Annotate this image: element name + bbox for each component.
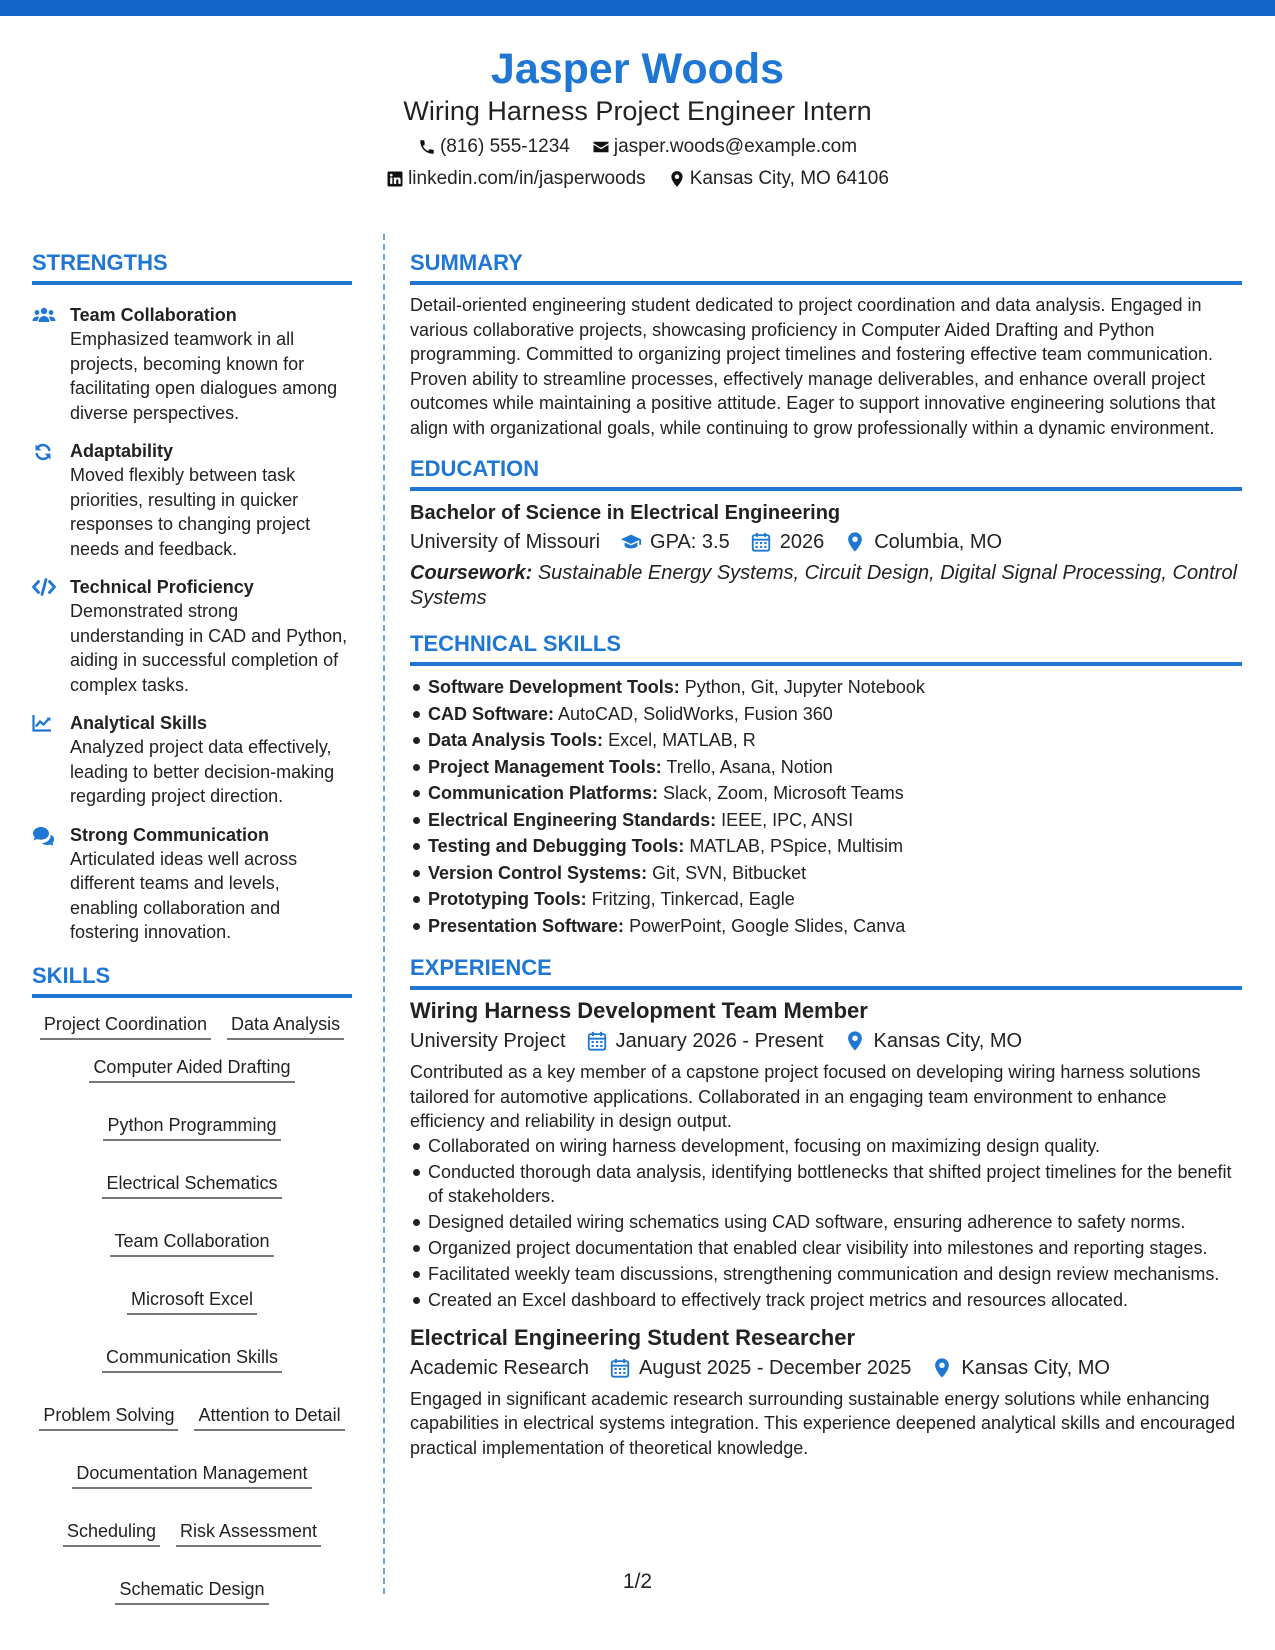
email-text[interactable]: jasper.woods@example.com	[613, 136, 858, 157]
contact-phone	[418, 132, 570, 162]
job-location: Kansas City, MO	[873, 1030, 1023, 1052]
phone-icon	[418, 138, 436, 156]
candidate-name: Jasper Woods	[490, 45, 785, 93]
job-location: Kansas City, MO	[961, 1356, 1110, 1379]
list-item: CAD Software: AutoCAD, SolidWorks, Fusion 360	[410, 701, 1242, 728]
map-pin-icon	[844, 1030, 866, 1052]
list-item: Conducted thorough data analysis, identifying bottlenecks that shifted project timelines for the benefit of stakeholders.	[410, 1160, 1242, 1209]
comments-icon	[32, 826, 56, 846]
skill-tag: Communication Skills	[102, 1345, 282, 1373]
linkedin-icon	[386, 170, 404, 188]
skill-tag: Team Collaboration	[110, 1229, 273, 1257]
skill-tag: Problem Solving	[39, 1403, 178, 1431]
experience-entry	[410, 1323, 1242, 1461]
job-description: Contributed as a key member of a capstone project focused on developing wiring harness solutions tailored for automotive applications. Collaborated in an engaging team environment to enhance efficiency and reliability in design output.	[410, 1062, 1201, 1131]
strength-desc: Moved flexibly between task priorities, resulting in quicker responses to changing project needs and feedback.	[70, 465, 311, 559]
job-bullets	[410, 1134, 1242, 1313]
coursework-text: Sustainable Energy Systems, Circuit Design, Digital Signal Processing, Control Systems	[410, 562, 1238, 609]
education-degree: Bachelor of Science in Electrical Engineering	[410, 502, 841, 524]
strength-title: Team Collaboration	[70, 305, 237, 325]
top-accent-bar	[0, 0, 1275, 16]
strength-item	[32, 823, 352, 945]
candidate-title: Wiring Harness Project Engineer Intern	[403, 96, 872, 126]
technical-skills-heading: TECHNICAL SKILLS	[410, 629, 1242, 666]
skill-tag: Data Analysis	[227, 1012, 344, 1040]
strength-item	[32, 439, 352, 561]
job-meta	[410, 1353, 1242, 1383]
coursework-label: Coursework:	[410, 562, 533, 584]
list-item: Designed detailed wiring schematics using CAD software, ensuring adherence to safety norms.	[410, 1210, 1242, 1235]
map-pin-icon	[931, 1357, 953, 1379]
list-item: Facilitated weekly team discussions, strengthening communication and design review mechanisms.	[410, 1262, 1242, 1287]
summary-text: Detail-oriented engineering student dedicated to project coordination and data analysis. Engaged in various collaborative projects, showcasing proficiency in Computer Aided Drafting and Python programming. Committed to organizing project timelines and fostering effective team communication. Proven ability to streamline processes, effectively manage deliverables, and enhance overall project outcomes while maintaining a positive attitude. Eager to support innovative engineering solutions that align with organizational goals, while continuing to grow professionally within a dynamic environment.	[410, 295, 1216, 438]
linkedin-text[interactable]: linkedin.com/in/jasperwoods	[408, 168, 646, 189]
resume-header	[0, 44, 1275, 194]
job-dates: January 2026 - Present	[615, 1030, 824, 1052]
skill-tag: Microsoft Excel	[127, 1287, 257, 1315]
skills-heading: SKILLS	[32, 961, 352, 998]
summary-heading: SUMMARY	[410, 248, 1242, 285]
skill-tag: Project Coordination	[40, 1012, 211, 1040]
strength-title: Technical Proficiency	[70, 577, 254, 597]
calendar-icon	[750, 531, 772, 553]
strengths-list	[32, 303, 352, 945]
job-org: University Project	[410, 1030, 566, 1052]
education-coursework	[410, 561, 1242, 611]
strength-desc: Analyzed project data effectively, leading to better decision-making regarding project direction.	[70, 737, 335, 806]
experience-heading: EXPERIENCE	[410, 953, 1242, 990]
chart-line-icon	[32, 714, 52, 732]
skill-tag: Scheduling	[63, 1519, 160, 1547]
skill-tag: Schematic Design	[115, 1577, 268, 1605]
column-divider	[383, 234, 385, 1594]
job-dates: August 2025 - December 2025	[638, 1356, 912, 1379]
list-item: Prototyping Tools: Fritzing, Tinkercad, Eagle	[410, 886, 1242, 913]
contact-location	[668, 164, 889, 194]
sync-icon	[32, 442, 54, 462]
strength-title: Analytical Skills	[70, 713, 208, 733]
contact-row-2	[0, 164, 1275, 194]
list-item: Collaborated on wiring harness development, focusing on maximizing design quality.	[410, 1134, 1242, 1159]
list-item: Organized project documentation that enabled clear visibility into milestones and reporting stages.	[410, 1236, 1242, 1261]
education-year: 2026	[779, 531, 825, 553]
location-text: Kansas City, MO 64106	[689, 168, 889, 189]
technical-skills-list	[410, 674, 1242, 939]
list-item: Testing and Debugging Tools: MATLAB, PSpice, Multisim	[410, 833, 1242, 860]
list-item: Presentation Software: PowerPoint, Google Slides, Canva	[410, 913, 1242, 940]
strength-desc: Articulated ideas well across different teams and levels, enabling collaboration and fostering innovation.	[70, 848, 298, 942]
page-number: 1/2	[622, 1570, 653, 1593]
contact-email[interactable]	[592, 132, 857, 162]
phone-text: (816) 555-1234	[439, 136, 570, 157]
strength-item	[32, 711, 352, 809]
skill-tag: Documentation Management	[72, 1461, 311, 1489]
envelope-icon	[592, 138, 610, 156]
strength-desc: Demonstrated strong understanding in CAD and Python, aiding in successful completion of complex tasks.	[70, 601, 348, 695]
job-description: Engaged in significant academic research surrounding sustainable energy solutions while enhancing capabilities in electrical systems integration. This experience deepened analytical skills and encouraged practical implementation of theoretical knowledge.	[410, 1388, 1236, 1458]
skills-tags	[32, 1012, 352, 1605]
education-location: Columbia, MO	[874, 531, 1003, 553]
list-item: Software Development Tools: Python, Git, Jupyter Notebook	[410, 674, 1242, 701]
strength-title: Strong Communication	[70, 824, 269, 845]
calendar-icon	[586, 1030, 608, 1052]
education-meta	[410, 527, 1242, 557]
skill-tag: Computer Aided Drafting	[89, 1055, 294, 1083]
contact-row-1	[0, 132, 1275, 162]
education-school: University of Missouri	[410, 531, 601, 553]
map-pin-icon	[844, 531, 866, 553]
list-item: Created an Excel dashboard to effectively track project metrics and resources allocated.	[410, 1288, 1242, 1313]
experience-entry	[410, 996, 1242, 1313]
skill-tag: Risk Assessment	[176, 1519, 321, 1547]
strength-item	[32, 575, 352, 697]
list-item: Electrical Engineering Standards: IEEE, IPC, ANSI	[410, 807, 1242, 834]
strength-item	[32, 303, 352, 425]
map-pin-icon	[668, 170, 686, 188]
code-icon	[32, 578, 56, 596]
strength-title: Adaptability	[70, 441, 174, 461]
graduation-cap-icon	[620, 531, 642, 553]
job-meta	[410, 1026, 1242, 1056]
list-item: Project Management Tools: Trello, Asana, Notion	[410, 754, 1242, 781]
skill-tag: Attention to Detail	[194, 1403, 344, 1431]
calendar-icon	[609, 1357, 631, 1379]
strength-desc: Emphasized teamwork in all projects, becoming known for facilitating open dialogues among diverse perspectives.	[70, 329, 338, 423]
job-title: Wiring Harness Development Team Member	[410, 998, 868, 1023]
skill-tag: Python Programming	[103, 1113, 280, 1141]
education-gpa: GPA: 3.5	[650, 531, 730, 553]
list-item: Version Control Systems: Git, SVN, Bitbucket	[410, 860, 1242, 887]
job-org: Academic Research	[410, 1356, 589, 1379]
contact-linkedin[interactable]	[386, 164, 646, 194]
strengths-heading: STRENGTHS	[32, 248, 352, 285]
list-item: Data Analysis Tools: Excel, MATLAB, R	[410, 727, 1242, 754]
job-title: Electrical Engineering Student Researcher	[410, 1324, 856, 1350]
left-column	[32, 248, 352, 1605]
education-heading: EDUCATION	[410, 454, 1242, 491]
users-icon	[32, 306, 56, 324]
skill-tag: Electrical Schematics	[102, 1171, 281, 1199]
list-item: Communication Platforms: Slack, Zoom, Microsoft Teams	[410, 780, 1242, 807]
right-column	[410, 248, 1242, 1460]
